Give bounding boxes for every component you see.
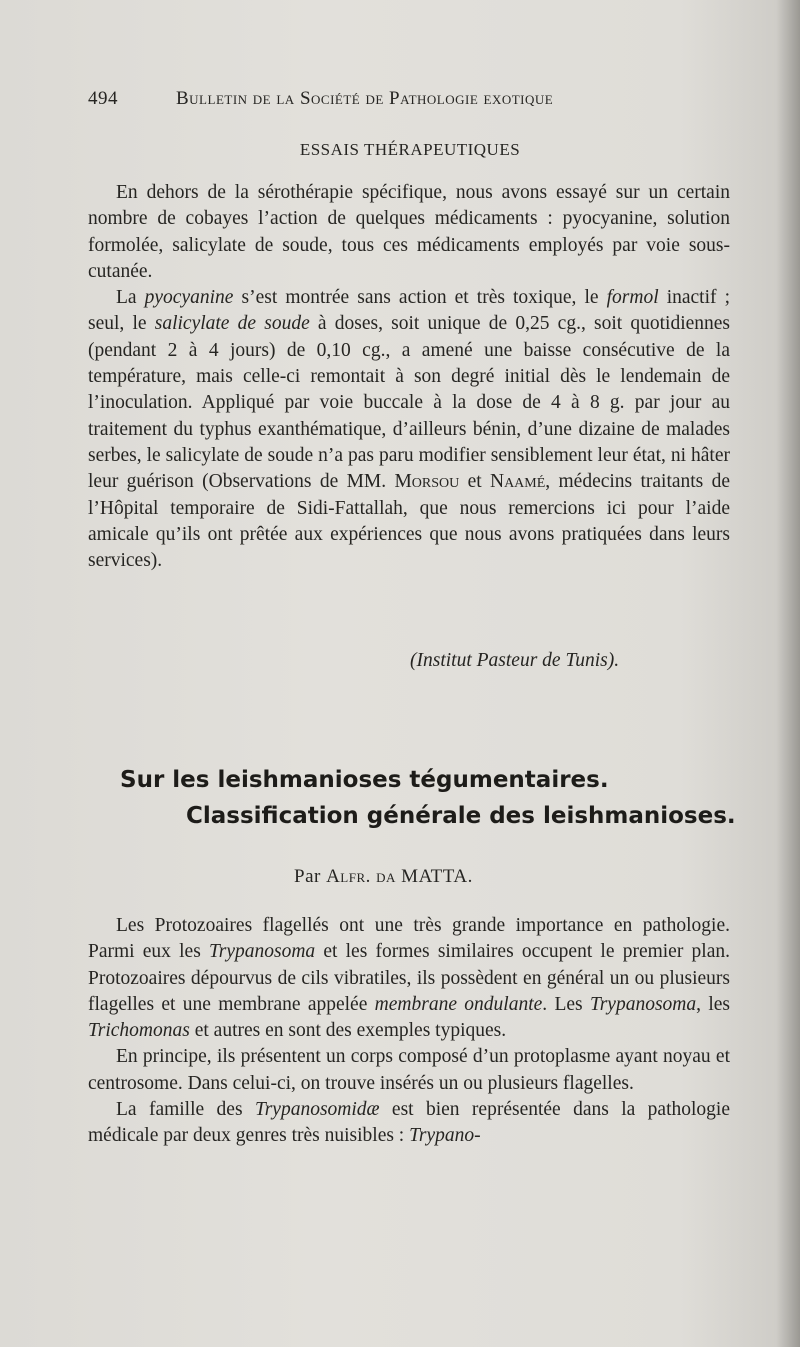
article-paragraph-2: En principe, ils présentent un corps composé d’un protoplasme ayant noyau et centrosome. Dans celui-ci, on trouve insérés un ou plusieurs flagelles. — [88, 1046, 730, 1094]
term-pyocyanine: pyocyanine — [144, 287, 234, 309]
text-run: est bien représentée dans la pathologie médicale par deux genres très nuisibles : — [88, 1099, 730, 1147]
running-head — [88, 88, 728, 114]
text-run: La — [116, 287, 145, 309]
therapy-paragraph-2 — [88, 285, 730, 574]
term-membrane-ondulante: membrane ondulante — [374, 993, 543, 1015]
name-naame: Naamé — [489, 471, 546, 493]
term-trypanosoma: Trypanosoma — [589, 993, 697, 1015]
text-run: s’est montrée sans action et très toxique, le — [233, 287, 607, 309]
article-title-line-2: Classification générale des leishmanioses. — [186, 803, 736, 829]
text-run: . Les — [542, 993, 590, 1015]
term-salicylate: salicylate de soude — [154, 313, 310, 335]
text-run: à doses, soit unique de 0,25 cg., soit quotidiennes (pendant 2 à 4 jours) de 0,10 cg., a amené une baisse consécutive de la température, mais celle-ci remontait à son degré initial dès le lendemain de l’inoculation. Appliqué par voie buccale à la dose de 4 à 8 g. par jour au traitement du typhus exanthématique, d’ailleurs bénin, d’une dizaine de malades serbes, le salicylate de soude n’a pas paru modifier sensiblement leur état, ni hâter leur guérison (Observations de MM. — [88, 313, 731, 493]
author-last-name: MATTA. — [395, 866, 473, 887]
institution-signature: (Institut Pasteur de Tunis). — [410, 650, 620, 671]
article-title-line-1: Sur les leishmanioses tégumentaires. — [120, 767, 609, 793]
journal-title: Bulletin de la Société de Pathologie exotique — [176, 88, 554, 109]
term-trypanosoma: Trypanosoma — [208, 941, 316, 963]
term-trypanosomidae: Trypanosomidæ — [254, 1099, 380, 1121]
article-paragraph-1 — [88, 913, 730, 1044]
author-prefix: Par — [294, 866, 327, 887]
text-run: Les Protozoaires flagellés ont une très grande importance en pathologie. Parmi eux les — [88, 915, 730, 963]
therapy-text — [88, 180, 730, 574]
text-run: inactif ; seul, le — [88, 287, 730, 335]
text-run: et les formes similaires occupent le premier plan. Protozoaires dépourvus de cils vibratiles, ils possèdent en général un ou plusieurs flagelles et une membrane appelée — [88, 941, 730, 1015]
text-run: , les — [696, 993, 730, 1015]
article-body — [88, 913, 730, 1150]
article-paragraph-3 — [88, 1097, 730, 1150]
term-trichomonas: Trichomonas — [88, 1020, 190, 1042]
author-line — [294, 866, 473, 888]
therapy-paragraph-1: En dehors de la sérothérapie spécifique, nous avons essayé sur un certain nombre de cobayes l’action de quelques médicaments : pyocyanine, solution formolée, salicylate de soude, tous ces médicaments employés par voie sous-cutanée. — [88, 182, 730, 282]
text-run: La famille des — [116, 1099, 255, 1121]
name-morsou: Morsou — [394, 471, 460, 493]
author-first-name: Alfr. da — [326, 866, 396, 887]
term-formol: formol — [606, 287, 659, 309]
text-run: et autres en sont des exemples typiques. — [189, 1020, 507, 1042]
term-trypano: Trypano- — [409, 1125, 481, 1147]
text-run: et — [459, 471, 490, 493]
page-number: 494 — [88, 88, 118, 109]
text-run: , médecins traitants de l’Hôpital temporaire de Sidi-Fattallah, que nous remercions ici pour l’aide amicale qu’ils ont prêtée aux expériences que nous avons pratiquées dans leurs services). — [88, 471, 731, 572]
section-heading: ESSAIS THÉRAPEUTIQUES — [299, 140, 521, 159]
article-title — [88, 762, 748, 834]
